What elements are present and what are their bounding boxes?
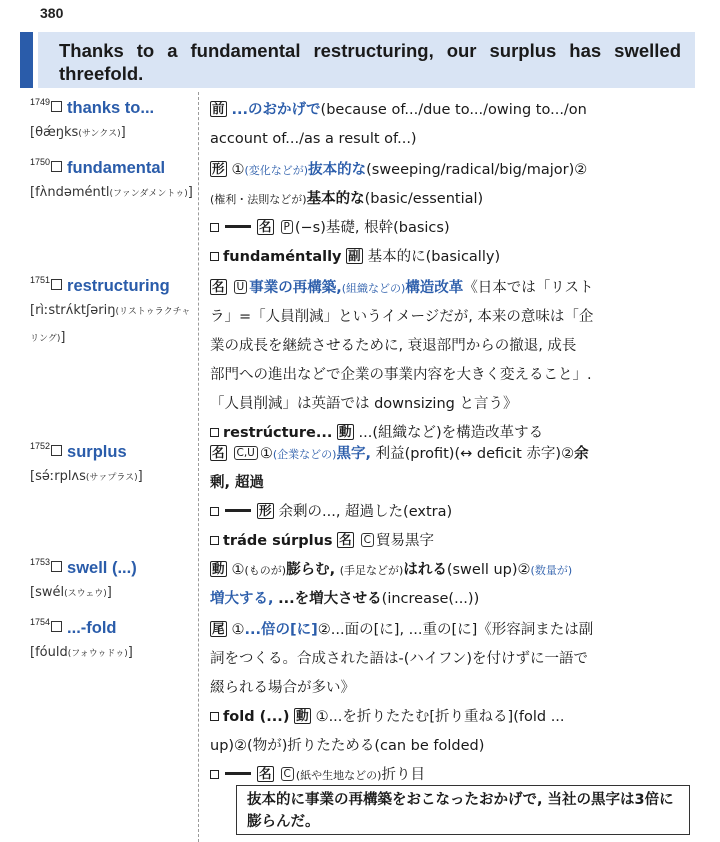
headword: fundamental: [67, 159, 166, 177]
checkbox-icon[interactable]: [51, 561, 62, 572]
swung-dash-icon: [225, 225, 251, 228]
pronunciation: [θǽŋks(サンクス)]: [30, 125, 126, 140]
checkbox-icon[interactable]: [51, 445, 62, 456]
pronunciation: [sə́ːrplʌs(サァプラス)]: [30, 469, 143, 484]
pronunciation: [fʌ̀ndəméntl(ファンダメントゥ)]: [30, 185, 193, 200]
definition-continued: account of.../as a result of...): [210, 131, 417, 147]
checkbox-icon[interactable]: [51, 161, 62, 172]
entry-number: 1754: [30, 617, 51, 627]
checkbox-icon[interactable]: [51, 279, 62, 290]
headword: surplus: [67, 443, 127, 461]
pronunciation: [rìːstrʌ́ktʃəriŋ(リストゥラクチャ: [30, 303, 191, 318]
derivative-checkbox-icon[interactable]: [210, 770, 219, 779]
pos-label: 形: [212, 161, 225, 176]
derivative-checkbox-icon[interactable]: [210, 428, 219, 437]
headword: swell (...): [67, 559, 137, 577]
headword: thanks to...: [67, 99, 155, 117]
headword: ...-fold: [67, 619, 117, 637]
derivative-checkbox-icon[interactable]: [210, 252, 219, 261]
derivative-checkbox-icon[interactable]: [210, 712, 219, 721]
entry-number: 1752: [30, 441, 51, 451]
derivative-checkbox-icon[interactable]: [210, 507, 219, 516]
page-number: 380: [40, 5, 64, 21]
derivative-checkbox-icon[interactable]: [210, 223, 219, 232]
derivative-checkbox-icon[interactable]: [210, 536, 219, 545]
pronunciation: [swél(スウェウ)]: [30, 585, 112, 600]
header-accent-bar: [20, 32, 33, 88]
pronunciation: [fóuld(フォウゥドゥ)]: [30, 645, 133, 660]
entry-number: 1749: [30, 97, 51, 107]
entry-number: 1753: [30, 557, 51, 567]
checkbox-icon[interactable]: [51, 621, 62, 632]
pos-label: 前: [212, 101, 225, 116]
definition: ...のおかげで: [231, 102, 321, 118]
headword: restructuring: [67, 277, 170, 295]
example-sentence: Thanks to a fundamental restructuring, our surplus has swelled threefold.: [38, 32, 695, 88]
entry-number: 1750: [30, 157, 51, 167]
column-divider: [198, 92, 199, 842]
translation-box: 抜本的に事業の再構築をおこなったおかげで, 当社の黒字は3倍に膨らんだ。: [236, 785, 690, 835]
entry-number: 1751: [30, 275, 51, 285]
checkbox-icon[interactable]: [51, 101, 62, 112]
